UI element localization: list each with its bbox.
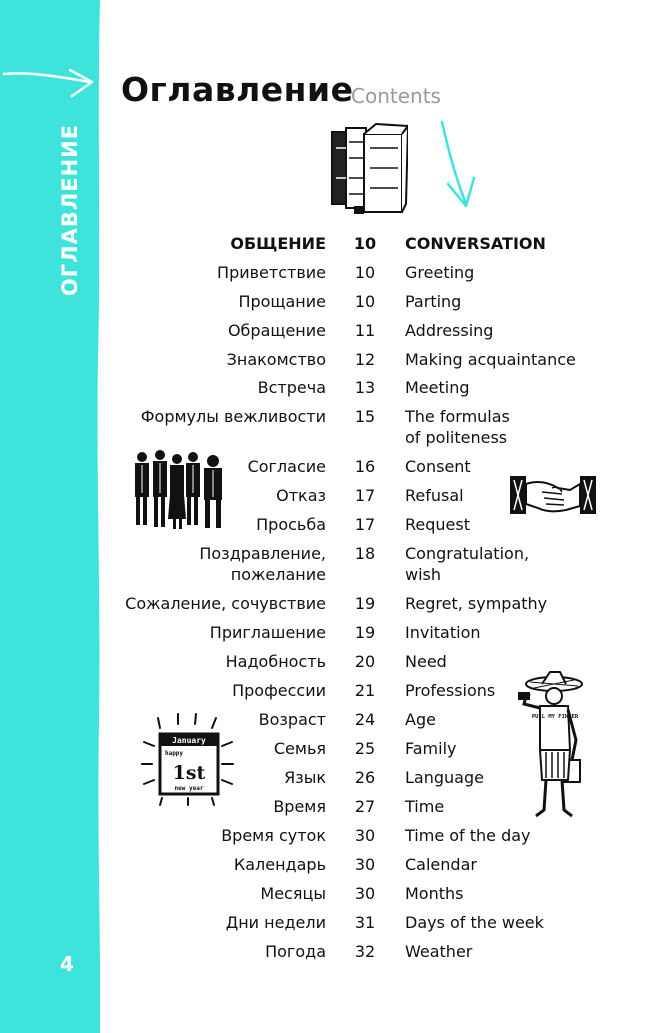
toc-title-en: Regret, sympathy: [405, 594, 548, 613]
toc-title-en: Calendar: [405, 855, 477, 874]
toc-title-en: Professions: [405, 681, 496, 700]
toc-title-en: Making acquaintance: [405, 350, 576, 369]
toc-page: 10: [354, 263, 376, 282]
toc-title-ru: Надобность: [225, 652, 326, 671]
calendar-happy: happy: [164, 750, 184, 757]
toc-page: 19: [354, 623, 376, 642]
toc-title-ru: Погода: [265, 942, 326, 961]
handshake-icon: [508, 470, 598, 520]
toc-title-ru: Формулы вежливости: [140, 407, 326, 426]
toc-page: 17: [354, 486, 376, 505]
toc-title-en: Months: [405, 884, 464, 903]
toc-title-ru: Приветствие: [217, 263, 326, 282]
tshirt-text: PULL MY FINGER: [531, 714, 579, 720]
toc-title-ru: Отказ: [276, 486, 326, 505]
calendar-month: January: [172, 736, 206, 745]
toc-title-en: Congratulation, wish: [405, 544, 530, 584]
toc-title-en: Family: [405, 739, 457, 758]
calendar-icon: [140, 712, 235, 807]
toc-title-ru: Встреча: [257, 378, 326, 397]
toc-title-ru: Календарь: [233, 855, 326, 874]
toc-title-ru: Приглашение: [209, 623, 326, 642]
toc-page: 30: [354, 855, 376, 874]
toc-page: 12: [354, 350, 376, 369]
man-with-hat-icon: [516, 670, 596, 820]
calendar-day: 1st: [172, 762, 206, 784]
sidebar: [0, 0, 100, 1033]
toc-title-en: Greeting: [405, 263, 475, 282]
toc-page: 16: [354, 457, 376, 476]
toc-title-en: CONVERSATION: [405, 234, 546, 253]
sidebar-title: ОГЛАВЛЕНИЕ: [58, 123, 82, 297]
toc-page: 20: [354, 652, 376, 671]
page-number: 4: [60, 952, 74, 976]
toc-title-en: Time of the day: [405, 826, 531, 845]
toc-title-en: Addressing: [405, 321, 494, 340]
toc-page: 17: [354, 515, 376, 534]
toc-title-en: Consent: [405, 457, 471, 476]
toc-title-ru: Прощание: [238, 292, 326, 311]
toc-page: 13: [354, 378, 376, 397]
toc-page: 11: [354, 321, 376, 340]
toc-title-en: Meeting: [405, 378, 470, 397]
toc-title-ru: Время суток: [221, 826, 326, 845]
toc-title-en: Request: [405, 515, 470, 534]
toc-title-en: Invitation: [405, 623, 481, 642]
toc-page: 15: [354, 407, 376, 426]
toc-page: 10: [353, 234, 377, 253]
page-title: Оглавление: [121, 70, 354, 109]
toc-title-en: Language: [405, 768, 484, 787]
page-subtitle: Contents: [351, 84, 441, 108]
arrow-right-icon: [0, 60, 100, 100]
toc-page: 30: [354, 826, 376, 845]
calendar-new-year: new year: [174, 785, 204, 792]
toc-title-ru: Профессии: [232, 681, 326, 700]
toc-title-en: Parting: [405, 292, 462, 311]
toc-page: 25: [354, 739, 376, 758]
toc-title-ru: Язык: [284, 768, 326, 787]
toc-title-en: Days of the week: [405, 913, 544, 932]
people-group-icon: [130, 447, 230, 532]
toc-title-ru: Сожаление, сочувствие: [125, 594, 326, 613]
toc-title-ru: Обращение: [227, 321, 326, 340]
toc-title-ru: Согласие: [247, 457, 326, 476]
toc-title-en: Weather: [405, 942, 473, 961]
toc-page: 18: [354, 544, 376, 563]
toc-page: 24: [354, 710, 376, 729]
sidebar-band: [0, 0, 100, 1033]
toc-title-ru: Возраст: [258, 710, 326, 729]
toc-title-ru: Поздравление, пожелание: [199, 544, 326, 584]
toc-title-ru: Просьба: [256, 515, 326, 534]
toc-title-en: The formulas of politeness: [405, 407, 510, 447]
toc-title-ru: Дни недели: [225, 913, 326, 932]
toc-title-en: Need: [405, 652, 447, 671]
toc-page: 10: [354, 292, 376, 311]
toc-page: 27: [354, 797, 376, 816]
toc-title-ru: Месяцы: [260, 884, 326, 903]
toc-title-ru: ОБЩЕНИЕ: [230, 234, 326, 253]
toc-title-ru: Семья: [273, 739, 326, 758]
toc-page: 31: [354, 913, 376, 932]
toc-page: 26: [354, 768, 376, 787]
toc-page: 32: [354, 942, 376, 961]
toc-page: 21: [354, 681, 376, 700]
toc-title-ru: Время: [273, 797, 326, 816]
toc-title-ru: Знакомство: [226, 350, 326, 369]
toc-page: 30: [354, 884, 376, 903]
arrow-down-icon: [432, 118, 482, 213]
books-icon: [328, 118, 408, 218]
toc-title-en: Time: [405, 797, 445, 816]
toc-title-en: Age: [405, 710, 436, 729]
toc-title-en: Refusal: [405, 486, 464, 505]
toc-page: 19: [354, 594, 376, 613]
